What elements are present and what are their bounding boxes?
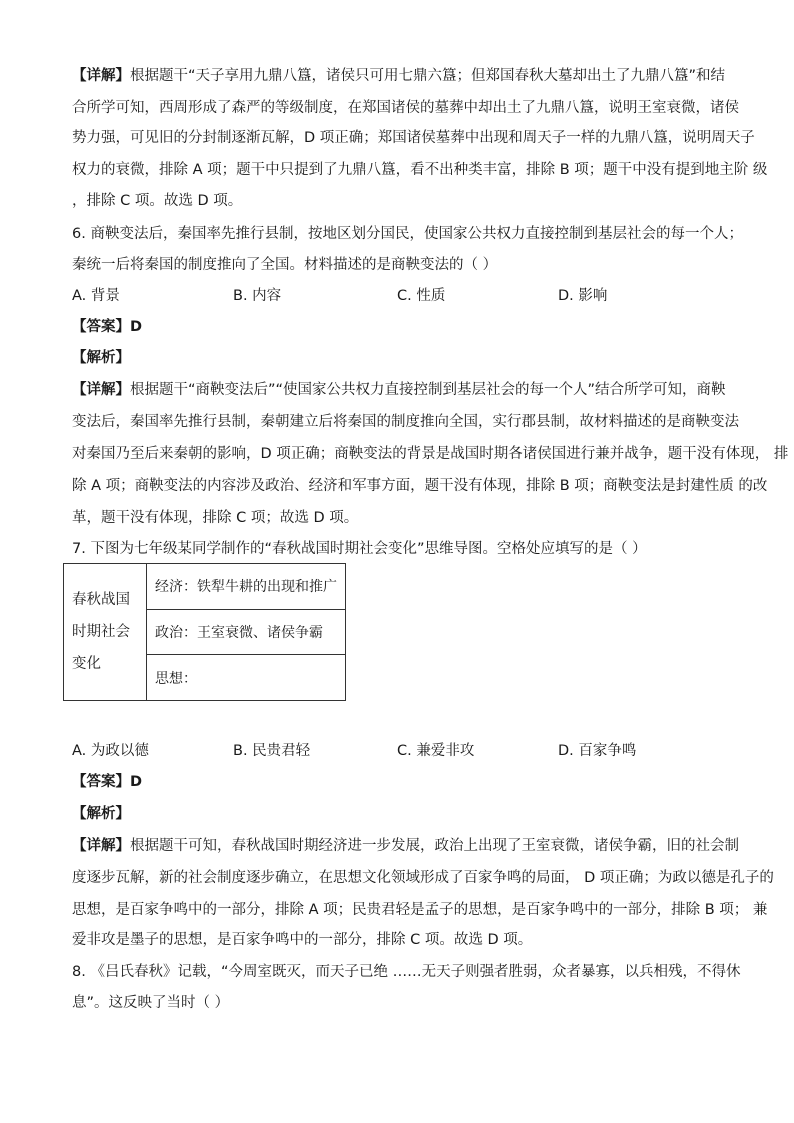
q6-detail-line: 革，题干没有体现，排除 C 项；故选 D 项。 [72, 510, 359, 526]
q6-answer: 【答案】D [72, 319, 143, 335]
q6-analysis-heading: 【解析】 [72, 350, 130, 366]
q5-detail-line: 权力的衰微，排除 A 项；题干中只提到了九鼎八簋，看不出种类丰富，排除 B 项；题干中没有提到地主阶 级 [72, 162, 768, 178]
mind-map [63, 563, 346, 701]
detail-tag: 【详解】 [72, 68, 130, 84]
q6-option-c[interactable]: C. 性质 [397, 288, 446, 304]
mind-map-branch-politics: 政治：王室衰微、诸侯争霸 [147, 609, 346, 655]
q7-option-d[interactable]: D. 百家争鸣 [558, 743, 637, 759]
mind-map-root: 春秋战国 时期社会 变化 [64, 564, 147, 701]
q6-detail-line: 除 A 项；商鞅变法的内容涉及政治、经济和军事方面，题干没有体现，排除 B 项；商鞅变法是封建性质 的改 [72, 478, 768, 494]
q7-detail-line: 思想，是百家争鸣中的一部分，排除 A 项；民贵君轻是孟子的思想，是百家争鸣中的一部分，排除 B 项； 兼 [72, 902, 768, 918]
q6-stem-line: 秦统一后将秦国的制度推向了全国。材料描述的是商鞅变法的（ ） [72, 257, 498, 273]
q5-detail-line: ，排除 C 项。故选 D 项。 [72, 193, 243, 209]
q6-option-d[interactable]: D. 影响 [558, 288, 608, 304]
q5-detail-line: 【详解】根据题干“天子享用九鼎八簋，诸侯只可用七鼎六簋；但郑国春秋大墓却出土了九鼎八簋”和结 [72, 68, 726, 84]
q6-stem-line: 6. 商鞅变法后，秦国率先推行县制，按地区划分国民，使国家公共权力直接控制到基层社会的每一个人； [72, 226, 743, 242]
q6-detail-line: 变法后，秦国率先推行县制，秦朝建立后将秦国的制度推向全国，实行郡县制，故材料描述的是商鞅变法 [72, 414, 739, 430]
q7-stem: 7. 下图为七年级某同学制作的“春秋战国时期社会变化”思维导图。空格处应填写的是（ ） [72, 541, 647, 557]
q6-option-a[interactable]: A. 背景 [72, 288, 120, 304]
q7-answer: 【答案】D [72, 774, 143, 790]
q8-stem-line: 8. 《吕氏春秋》记载，“今周室既灭，而天子已绝 ……无天子则强者胜弱，众者暴寡，以兵相残，不得休 [72, 964, 741, 980]
q7-detail-line: 爱非攻是墨子的思想，是百家争鸣中的一部分，排除 C 项。故选 D 项。 [72, 932, 533, 948]
detail-tag: 【详解】 [72, 838, 130, 854]
mind-map-branch-thought: 思想： [147, 655, 346, 701]
q7-detail-line: 【详解】根据题干可知，春秋战国时期经济进一步发展，政治上出现了王室衰微，诸侯争霸，旧的社会制 [72, 838, 739, 854]
q5-detail-line: 势力强，可见旧的分封制逐渐瓦解，D 项正确；郑国诸侯墓葬中出现和周天子一样的九鼎八簋，说明周天子 [72, 130, 755, 146]
q6-options [72, 286, 732, 306]
q7-option-a[interactable]: A. 为政以德 [72, 743, 149, 759]
q7-analysis-heading: 【解析】 [72, 806, 130, 822]
detail-tag: 【详解】 [72, 382, 130, 398]
mind-map-branch-economy: 经济：铁犁牛耕的出现和推广 [147, 564, 346, 610]
q6-detail-line: 【详解】根据题干“商鞅变法后”“使国家公共权力直接控制到基层社会的每一个人”结合所学可知，商鞅 [72, 382, 726, 398]
q6-detail-line: 对秦国乃至后来秦朝的影响，D 项正确；商鞅变法的背景是战国时期各诸侯国进行兼并战争，题干没有体现， 排 [72, 446, 789, 462]
q7-detail-line: 度逐步瓦解，新的社会制度逐步确立，在思想文化领域形成了百家争鸣的局面， D 项正确；为政以德是孔子的 [72, 870, 774, 886]
q7-option-b[interactable]: B. 民贵君轻 [233, 743, 311, 759]
q6-option-b[interactable]: B. 内容 [233, 288, 282, 304]
q5-detail-line: 合所学可知，西周形成了森严的等级制度，在郑国诸侯的墓葬中却出土了九鼎八簋，说明王室衰微，诸侯 [72, 100, 739, 116]
q7-option-c[interactable]: C. 兼爱非攻 [397, 743, 475, 759]
q7-options [72, 741, 732, 761]
q8-stem-line: 息”。这反映了当时（ ） [72, 995, 230, 1011]
